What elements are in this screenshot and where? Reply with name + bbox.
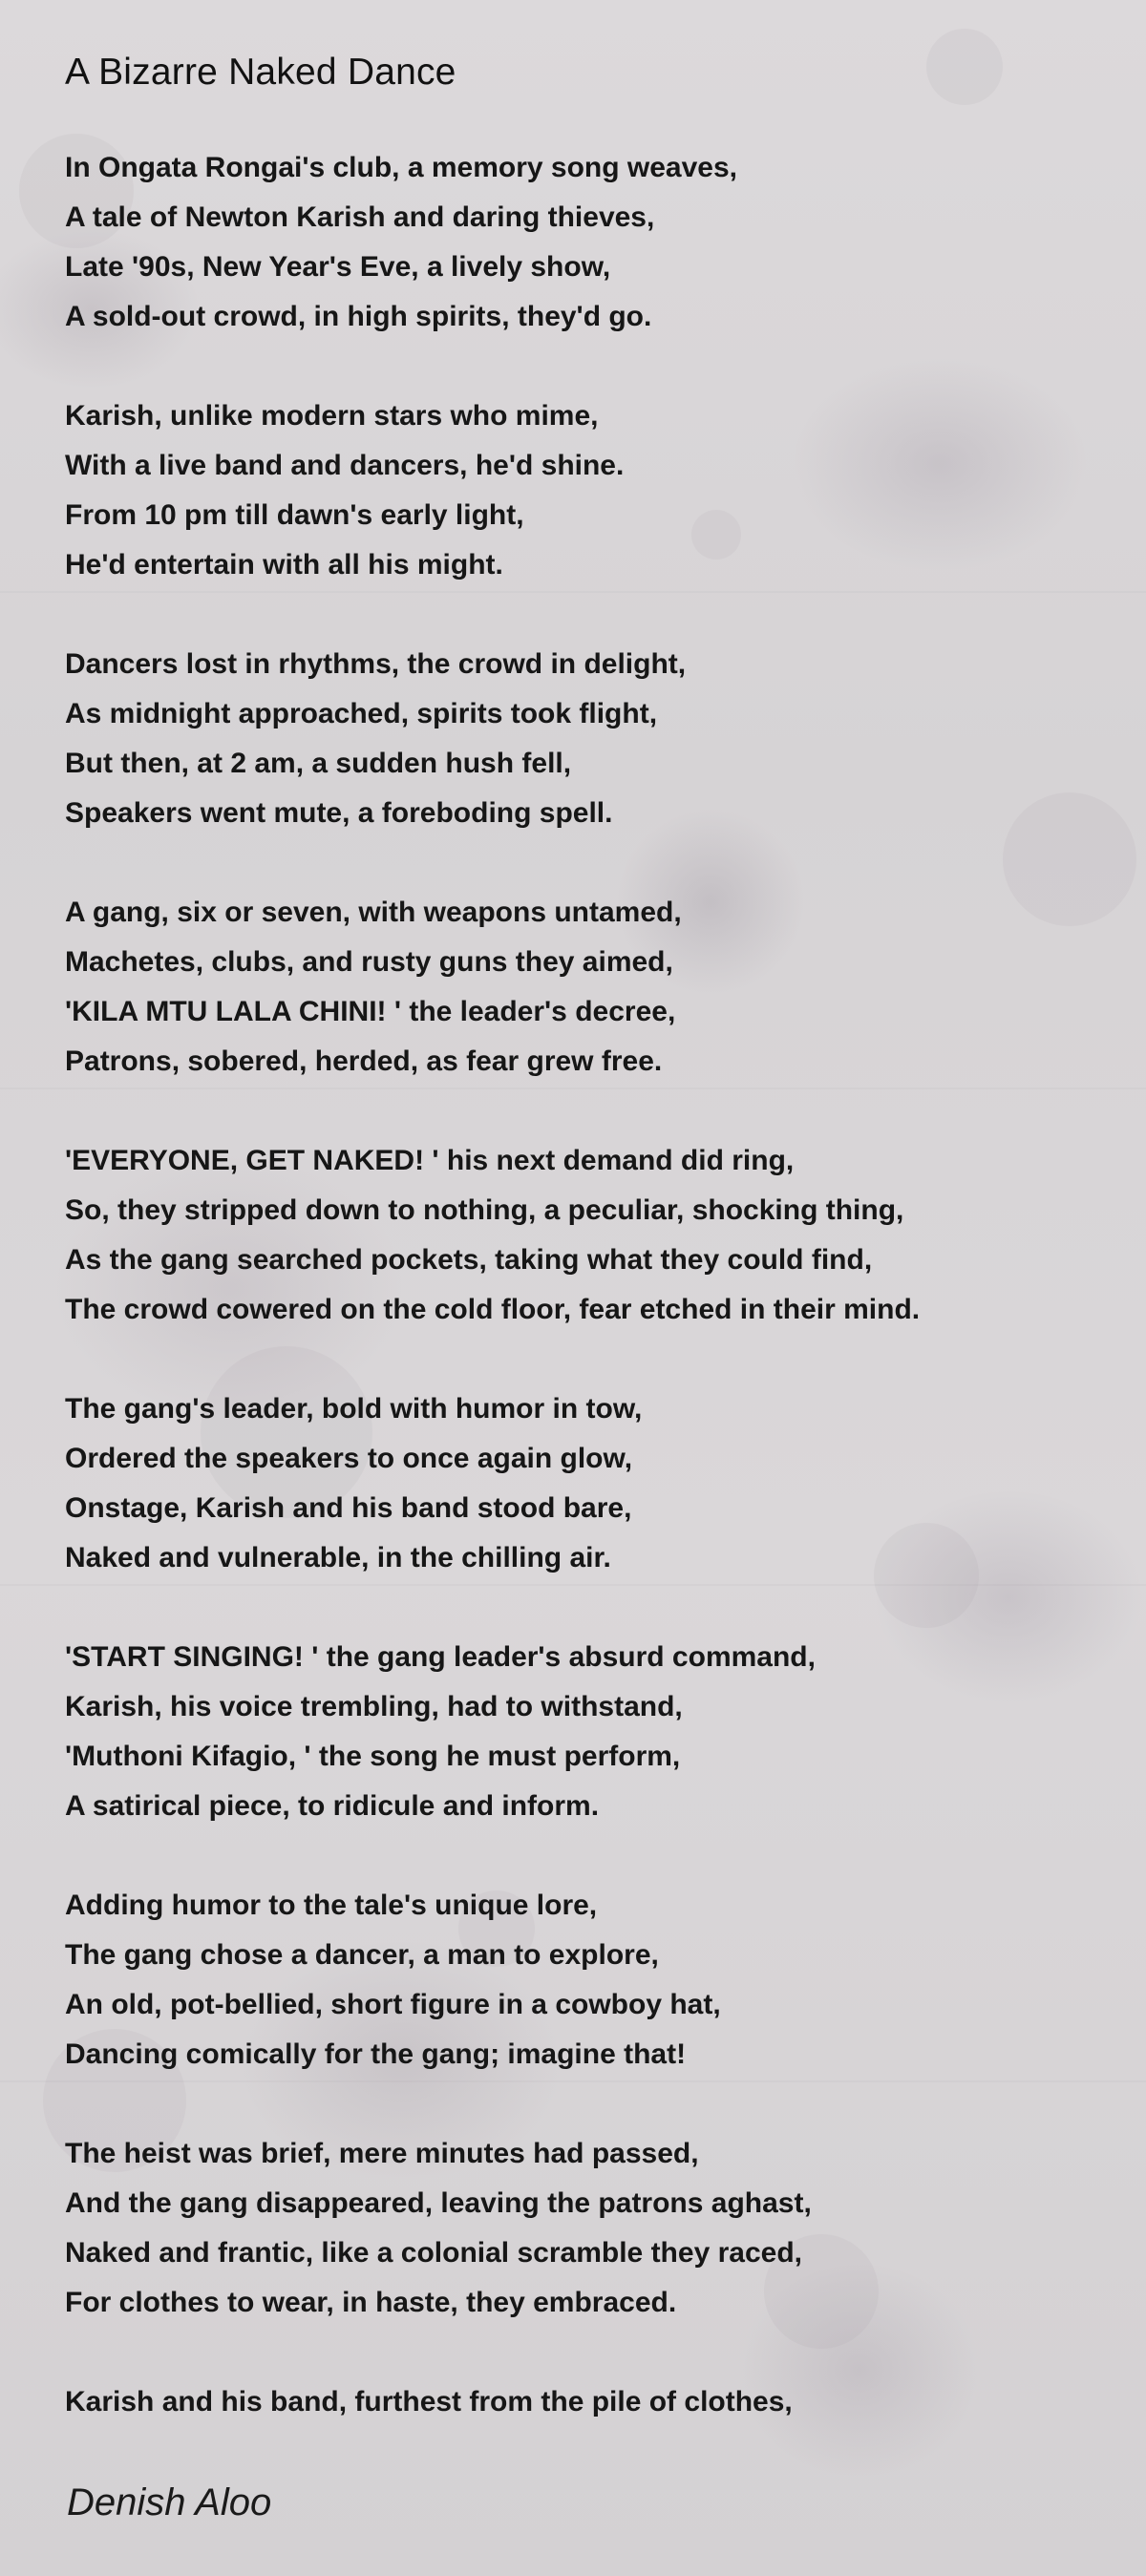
poem-author: Denish Aloo xyxy=(67,2481,272,2523)
poem-line: For clothes to wear, in haste, they embraced. xyxy=(65,2287,677,2318)
poem-line: Karish and his band, furthest from the pile of clothes, xyxy=(65,2386,793,2418)
poem-line: Dancers lost in rhythms, the crowd in delight, xyxy=(65,648,687,680)
poem-line: As the gang searched pockets, taking what they could find, xyxy=(65,1244,873,1276)
poem-stanza xyxy=(65,143,1096,342)
poem-stanza xyxy=(65,391,1096,590)
poem-body xyxy=(65,143,1096,2477)
poem-line: Late '90s, New Year's Eve, a lively show, xyxy=(65,251,611,283)
poem-line: The heist was brief, mere minutes had passed, xyxy=(65,2138,699,2169)
poem-line: Speakers went mute, a foreboding spell. xyxy=(65,797,613,829)
poem-line: 'Muthoni Kifagio, ' the song he must perform, xyxy=(65,1741,681,1772)
poem-stanza xyxy=(65,1633,1096,1831)
poem-line: From 10 pm till dawn's early light, xyxy=(65,499,524,531)
poem-line: The gang chose a dancer, a man to explore, xyxy=(65,1939,659,1971)
poem-stanza xyxy=(65,2129,1096,2328)
poem-line: And the gang disappeared, leaving the patrons aghast, xyxy=(65,2187,812,2219)
poem-stanza xyxy=(65,1384,1096,1583)
poem-line: Adding humor to the tale's unique lore, xyxy=(65,1890,598,1921)
poem-line: 'START SINGING! ' the gang leader's absurd command, xyxy=(65,1641,816,1673)
poem-line: He'd entertain with all his might. xyxy=(65,549,503,581)
poem-line: With a live band and dancers, he'd shine. xyxy=(65,450,625,481)
poem-line: Karish, unlike modern stars who mime, xyxy=(65,400,599,432)
poem-line: A satirical piece, to ridicule and inform. xyxy=(65,1790,600,1822)
poem-line: Naked and frantic, like a colonial scramble they raced, xyxy=(65,2237,802,2269)
poem-line: 'KILA MTU LALA CHINI! ' the leader's decree, xyxy=(65,996,676,1027)
poem-stanza xyxy=(65,888,1096,1087)
poem-stanza xyxy=(65,1136,1096,1335)
poem-line: Machetes, clubs, and rusty guns they aimed, xyxy=(65,946,673,978)
poem-line: An old, pot-bellied, short figure in a cowboy hat, xyxy=(65,1989,721,2020)
poem-line: But then, at 2 am, a sudden hush fell, xyxy=(65,748,572,779)
poem-line: Onstage, Karish and his band stood bare, xyxy=(65,1492,632,1524)
poem-title: A Bizarre Naked Dance xyxy=(65,52,456,93)
poem-line: Dancing comically for the gang; imagine that! xyxy=(65,2038,687,2070)
poem-line: The crowd cowered on the cold floor, fear etched in their mind. xyxy=(65,1294,921,1325)
poem-line: In Ongata Rongai's club, a memory song weaves, xyxy=(65,152,737,183)
poem-line: Naked and vulnerable, in the chilling air. xyxy=(65,1542,611,1573)
poem-line: Karish, his voice trembling, had to withstand, xyxy=(65,1691,683,1722)
poem-line: A gang, six or seven, with weapons untamed, xyxy=(65,897,682,928)
poem-line: A sold-out crowd, in high spirits, they'd go. xyxy=(65,301,652,332)
poem-line: As midnight approached, spirits took flight, xyxy=(65,698,658,729)
poem-line: Ordered the speakers to once again glow, xyxy=(65,1443,633,1474)
poem-line: So, they stripped down to nothing, a peculiar, shocking thing, xyxy=(65,1194,904,1226)
poem-stanza xyxy=(65,640,1096,838)
poem-line: A tale of Newton Karish and daring thieves, xyxy=(65,201,655,233)
poem-stanza xyxy=(65,1881,1096,2080)
poem-line: 'EVERYONE, GET NAKED! ' his next demand did ring, xyxy=(65,1145,795,1176)
poem-line: The gang's leader, bold with humor in tow, xyxy=(65,1393,643,1425)
poem-line: Patrons, sobered, herded, as fear grew free. xyxy=(65,1045,663,1077)
poem-stanza xyxy=(65,2377,1096,2427)
